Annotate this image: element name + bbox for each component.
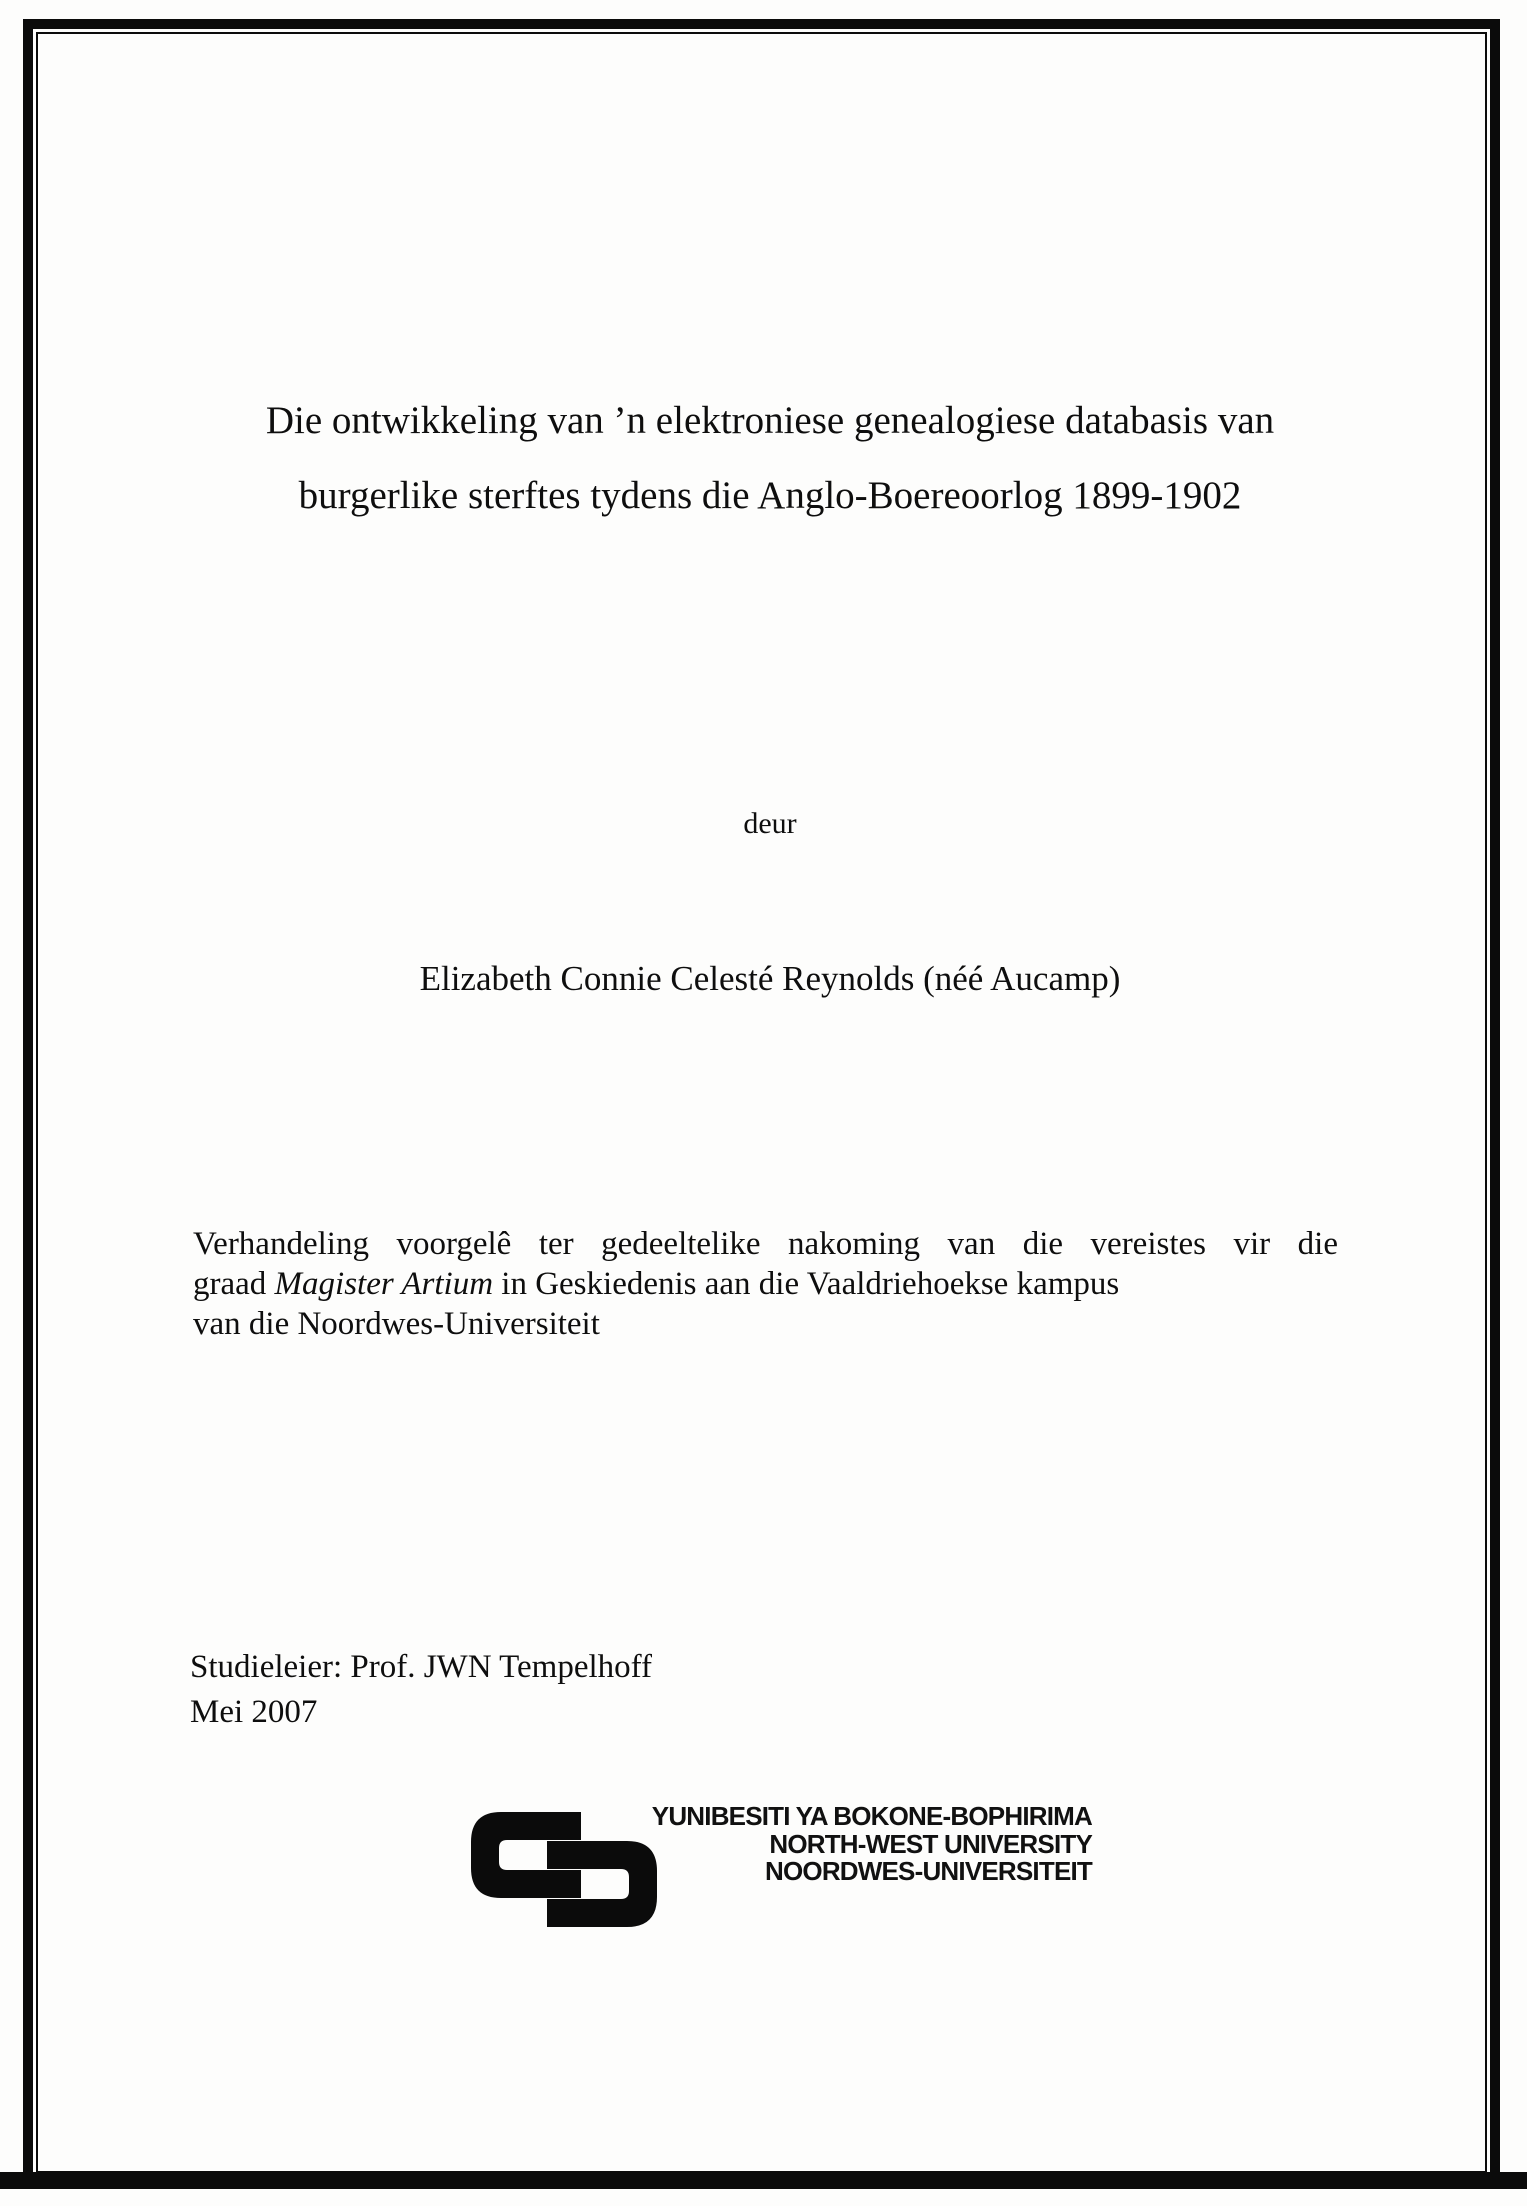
page-title-line2: burgerlike sterftes tydens die Anglo-Boereoorlog 1899-1902 [298, 474, 1242, 517]
statement-line1: Verhandeling voorgelê ter gedeeltelike nakoming van die vereistes vir die [193, 1226, 1338, 1262]
logo-text-afrikaans: NOORDWES-UNIVERSITEIT [765, 1856, 1092, 1886]
author-name: Elizabeth Connie Celesté Reynolds (néé Aucamp) [419, 959, 1121, 998]
page-title-line1: Die ontwikkeling van ’n elektroniese genealogiese databasis van [265, 399, 1275, 442]
dissertation-statement [193, 1224, 1338, 1344]
logo-text-english: NORTH-WEST UNIVERSITY [769, 1828, 1092, 1859]
byline-label: deur [743, 807, 797, 840]
supervisor-line: Studieleier: Prof. JWN Tempelhoff [190, 1649, 653, 1685]
logo-text-setswana: YUNIBESITI YA BOKONE-BOPHIRIMA [651, 1801, 1092, 1831]
scan-edge-artifact [0, 2172, 1527, 2189]
university-logo-text [582, 1803, 1092, 1886]
statement-line2 [193, 1264, 1338, 1304]
statement-line3: van die Noordwes-Universiteit [193, 1306, 600, 1342]
university-logo [470, 1800, 1130, 1940]
supervisor-block [190, 1645, 652, 1735]
date-line: Mei 2007 [190, 1694, 318, 1730]
statement-line2-pre: graad [193, 1266, 275, 1302]
statement-line2-degree: Magister Artium [274, 1266, 494, 1302]
statement-line2-post: in Geskiedenis aan die Vaaldriehoekse kampus [493, 1266, 1120, 1302]
